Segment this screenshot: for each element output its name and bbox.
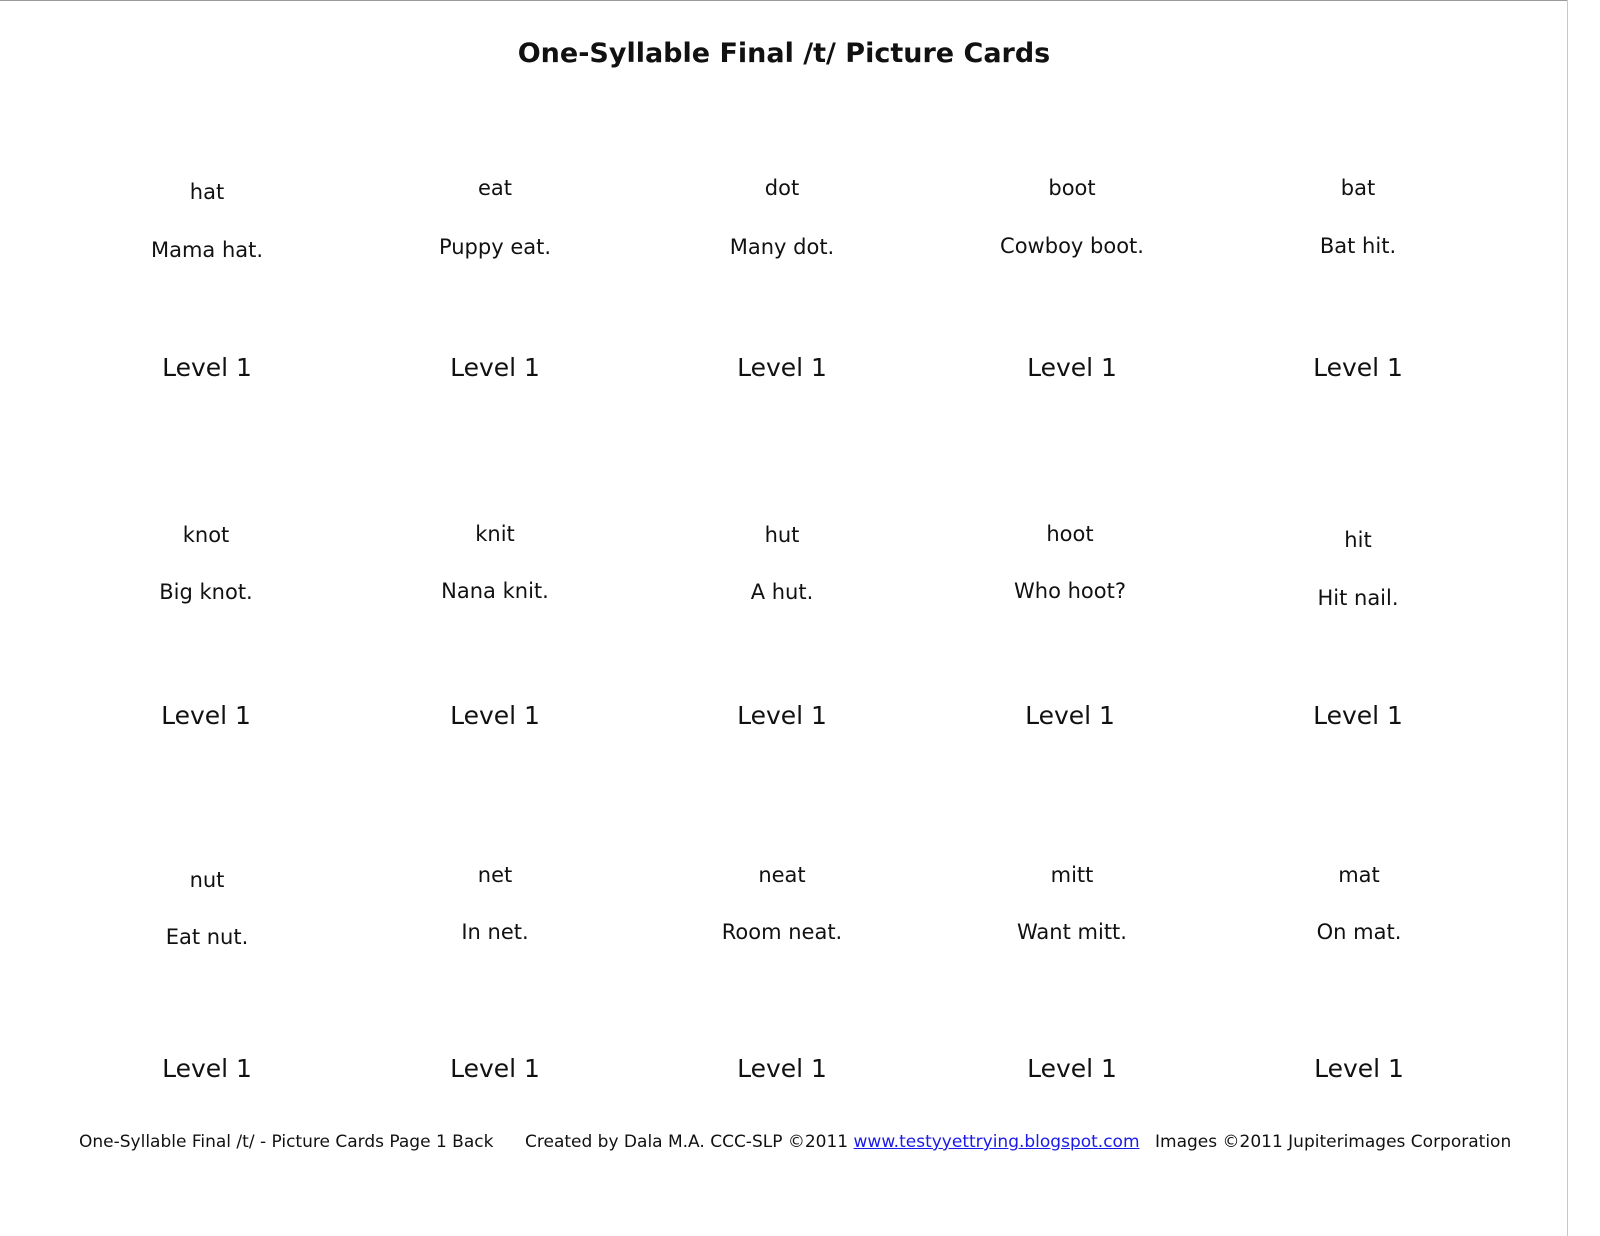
card-sentence: Nana knit. xyxy=(441,579,549,603)
card-word: dot xyxy=(764,176,800,200)
card-word: mat xyxy=(1338,863,1380,887)
card-boot xyxy=(942,178,1202,418)
card-level: Level 1 xyxy=(162,353,252,382)
card-sentence: Bat hit. xyxy=(1319,234,1397,258)
card-level: Level 1 xyxy=(450,353,540,382)
card-sentence: Room neat. xyxy=(721,920,843,944)
card-bat xyxy=(1228,178,1488,418)
card-word: neat xyxy=(758,863,806,887)
card-net xyxy=(365,863,625,1108)
card-level: Level 1 xyxy=(1027,1054,1117,1083)
card-word: bat xyxy=(1340,176,1376,200)
top-border xyxy=(0,0,1568,1)
card-level: Level 1 xyxy=(1313,353,1403,382)
card-word: net xyxy=(477,863,513,887)
card-word: eat xyxy=(477,176,513,200)
card-level: Level 1 xyxy=(737,701,827,730)
card-dot xyxy=(652,178,912,418)
footer-page-label: One-Syllable Final /t/ - Picture Cards Page 1 Back xyxy=(79,1132,494,1152)
card-word: boot xyxy=(1048,176,1096,200)
card-knot xyxy=(76,523,336,763)
footer-credit xyxy=(525,1132,1140,1152)
footer-credit-text: Created by Dala M.A. CCC-SLP ©2011 xyxy=(525,1132,849,1152)
card-nut xyxy=(77,868,337,1108)
card-sentence: In net. xyxy=(461,920,529,944)
footer-blog-link[interactable]: www.testyyettrying.blogspot.com xyxy=(853,1132,1140,1152)
card-hut xyxy=(652,523,912,763)
card-sentence: Want mitt. xyxy=(1017,920,1127,944)
card-level: Level 1 xyxy=(1025,701,1115,730)
card-sentence: Eat nut. xyxy=(165,925,249,949)
right-border xyxy=(1567,0,1568,1236)
card-level: Level 1 xyxy=(737,1054,827,1083)
card-level: Level 1 xyxy=(737,353,827,382)
card-sentence: Many dot. xyxy=(729,235,835,259)
card-hoot xyxy=(940,523,1200,763)
card-word: nut xyxy=(189,868,225,892)
card-level: Level 1 xyxy=(162,1054,252,1083)
page-title: One-Syllable Final /t/ Picture Cards xyxy=(517,38,1051,69)
card-neat xyxy=(652,863,912,1108)
card-level: Level 1 xyxy=(1027,353,1117,382)
card-word: mitt xyxy=(1050,863,1094,887)
card-level: Level 1 xyxy=(450,1054,540,1083)
card-word: knot xyxy=(182,523,230,547)
card-sentence: A hut. xyxy=(750,580,814,604)
card-sentence: Mama hat. xyxy=(150,238,264,262)
footer-image-credit: Images ©2011 Jupiterimages Corporation xyxy=(1155,1132,1512,1152)
card-knit xyxy=(365,523,625,763)
card-mat xyxy=(1229,863,1489,1108)
card-sentence: Big knot. xyxy=(159,580,253,604)
card-level: Level 1 xyxy=(450,701,540,730)
card-word: hit xyxy=(1344,528,1372,552)
card-mitt xyxy=(942,863,1202,1108)
card-word: hut xyxy=(764,523,800,547)
card-level: Level 1 xyxy=(1313,701,1403,730)
card-word: hoot xyxy=(1046,522,1094,546)
card-eat xyxy=(365,178,625,418)
card-sentence: Cowboy boot. xyxy=(1000,234,1144,258)
card-hat xyxy=(77,178,337,418)
card-sentence: On mat. xyxy=(1316,920,1402,944)
card-sentence: Puppy eat. xyxy=(438,235,552,259)
card-sentence: Hit nail. xyxy=(1317,586,1399,610)
card-sentence: Who hoot? xyxy=(1014,579,1126,603)
card-hit xyxy=(1228,523,1488,763)
card-word: hat xyxy=(189,180,225,204)
card-level: Level 1 xyxy=(1314,1054,1404,1083)
card-level: Level 1 xyxy=(161,701,251,730)
card-word: knit xyxy=(475,522,515,546)
